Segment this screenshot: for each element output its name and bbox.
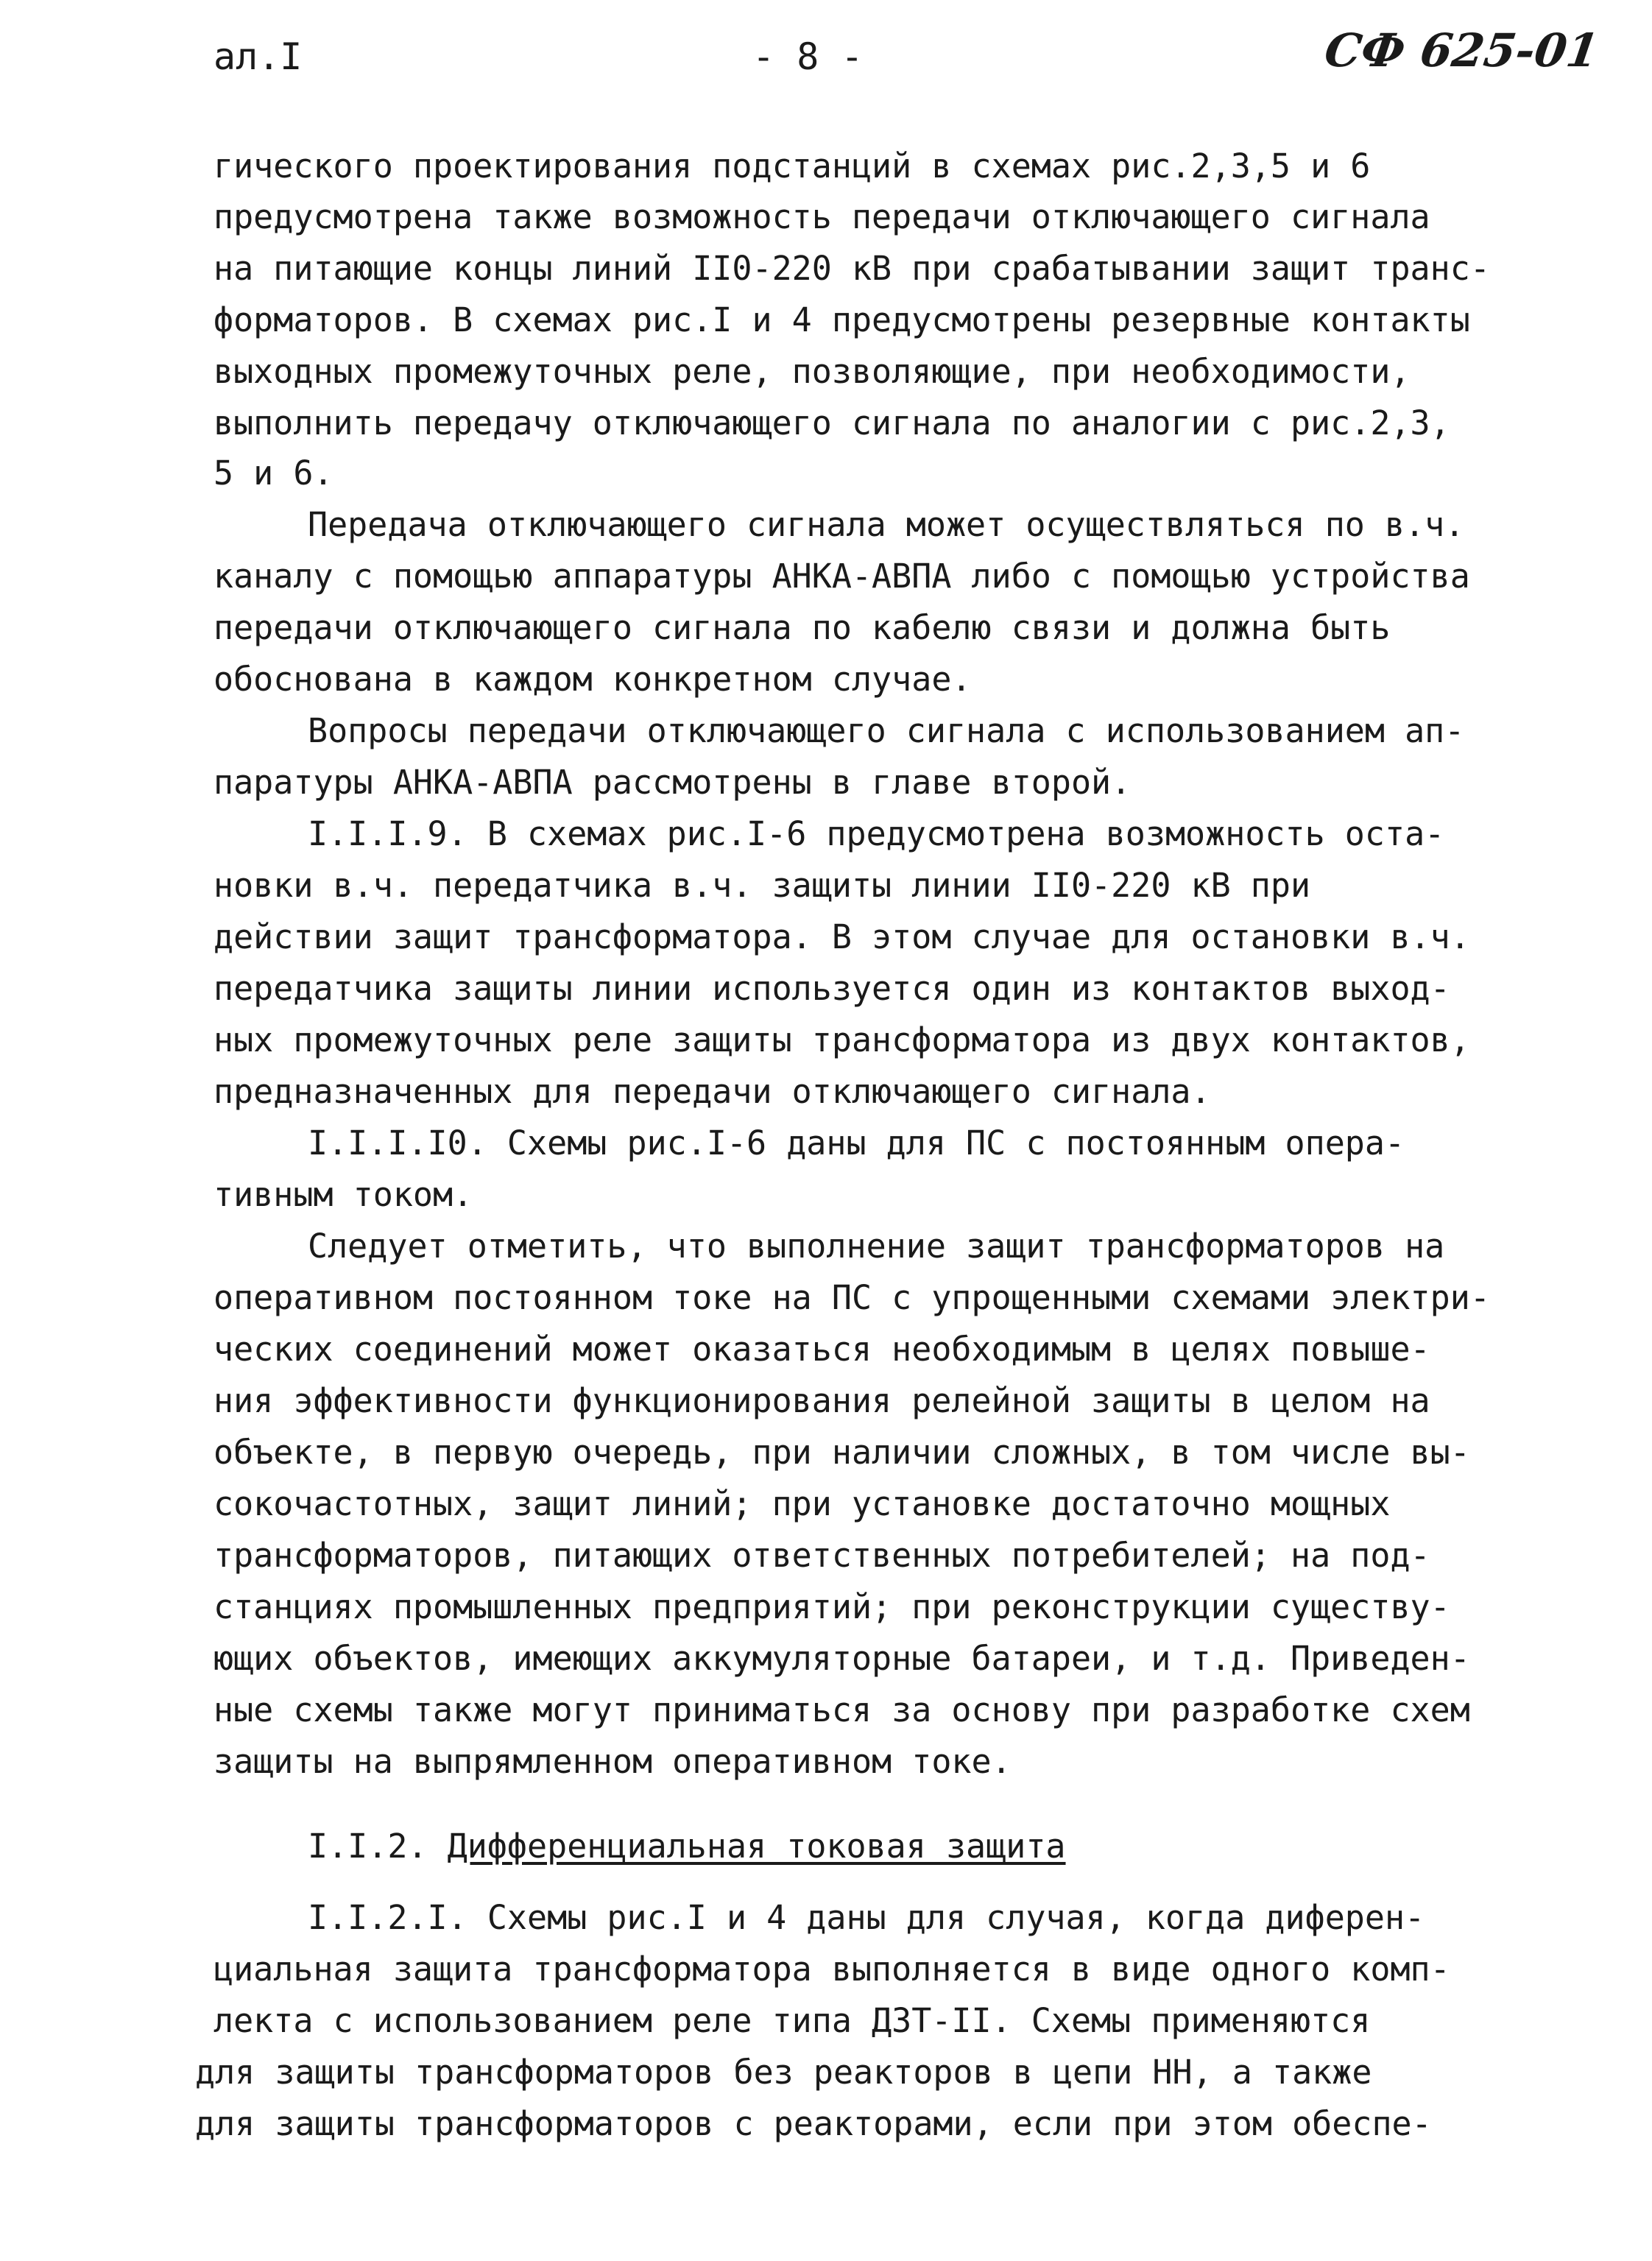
text-line: передачи отключающего сигнала по кабелю связи и должна быть (213, 608, 1391, 647)
text-line: тивным током. (213, 1175, 473, 1214)
text-line: паратуры АНКА-АВПА рассмотрены в главе второй. (213, 763, 1132, 802)
text-line: ных промежуточных реле защиты трансформатора из двух контактов, (213, 1020, 1470, 1059)
text-line: объекте, в первую очередь, при наличии сложных, в том числе вы- (213, 1433, 1470, 1472)
text-line: лекта с использованием реле типа ДЗТ-II. Схемы применяются (213, 2001, 1371, 2040)
text-line: циальная защита трансформатора выполняется в виде одного комп- (213, 1950, 1450, 1989)
page-number: - 8 - (752, 35, 864, 78)
text-line: новки в.ч. передатчика в.ч. защиты линии II0-220 кВ при (213, 866, 1311, 905)
text-line: станциях промышленных предприятий; при реконструкции существу- (213, 1587, 1450, 1626)
text-line: I.I.2.I. Схемы рис.I и 4 даны для случая, когда диферен- (308, 1898, 1425, 1937)
section-heading (308, 1827, 1066, 1866)
text-line: ния эффективности функционирования релейной защиты в целом на (213, 1381, 1430, 1420)
text-line: форматоров. В схемах рис.I и 4 предусмотрены резервные контакты (213, 300, 1470, 339)
text-line: ческих соединений может оказаться необходимым в целях повыше- (213, 1330, 1430, 1369)
text-line: I.I.I.9. В схемах рис.I-6 предусмотрена возможность оста- (308, 814, 1445, 853)
text-line: действии защит трансформатора. В этом случае для остановки в.ч. (213, 917, 1470, 956)
document-code: СФ 625-01 (1321, 24, 1603, 77)
text-line: обоснована в каждом конкретном случае. (213, 660, 972, 699)
text-line: трансформаторов, питающих ответственных потребителей; на под- (213, 1536, 1430, 1575)
text-line: каналу с помощью аппаратуры АНКА-АВПА либо с помощью устройства (213, 557, 1470, 596)
text-line: сокочастотных, защит линий; при установке достаточно мощных (213, 1484, 1391, 1523)
text-line: гического проектирования подстанций в схемах рис.2,3,5 и 6 (213, 147, 1371, 186)
text-line: передатчика защиты линии используется один из контактов выход- (213, 969, 1450, 1008)
section-title: Дифференциальная токовая защита (447, 1827, 1066, 1866)
text-line: ющих объектов, имеющих аккумуляторные батареи, и т.д. Приведен- (213, 1639, 1470, 1678)
text-line: Передача отключающего сигнала может осуществляться по в.ч. (308, 505, 1465, 544)
text-line: I.I.I.I0. Схемы рис.I-6 даны для ПС с постоянным опера- (308, 1124, 1405, 1163)
text-line: выходных промежуточных реле, позволяющие, при необходимости, (213, 352, 1411, 391)
text-line: предназначенных для передачи отключающего сигнала. (213, 1072, 1211, 1111)
text-line: Вопросы передачи отключающего сигнала с использованием ап- (308, 711, 1465, 750)
text-line: предусмотрена также возможность передачи отключающего сигнала (213, 197, 1430, 236)
text-line: выполнить передачу отключающего сигнала по аналогии с рис.2,3, (213, 403, 1450, 442)
text-line: для защиты трансформаторов с реакторами, если при этом обеспе- (195, 2104, 1432, 2143)
section-number: I.I.2. (308, 1827, 428, 1866)
text-line: на питающие концы линий II0-220 кВ при срабатывании защит транс- (213, 249, 1490, 288)
text-line: оперативном постоянном токе на ПС с упрощенными схемами электри- (213, 1278, 1490, 1317)
text-line: для защиты трансформаторов без реакторов в цепи НН, а также (195, 2053, 1372, 2092)
text-line: Следует отметить, что выполнение защит трансформаторов на (308, 1227, 1445, 1266)
text-line: ные схемы также могут приниматься за основу при разработке схем (213, 1690, 1470, 1729)
text-line: защиты на выпрямленном оперативном токе. (213, 1742, 1012, 1781)
sheet-label: ал.I (213, 35, 303, 78)
text-line: 5 и 6. (213, 454, 333, 493)
